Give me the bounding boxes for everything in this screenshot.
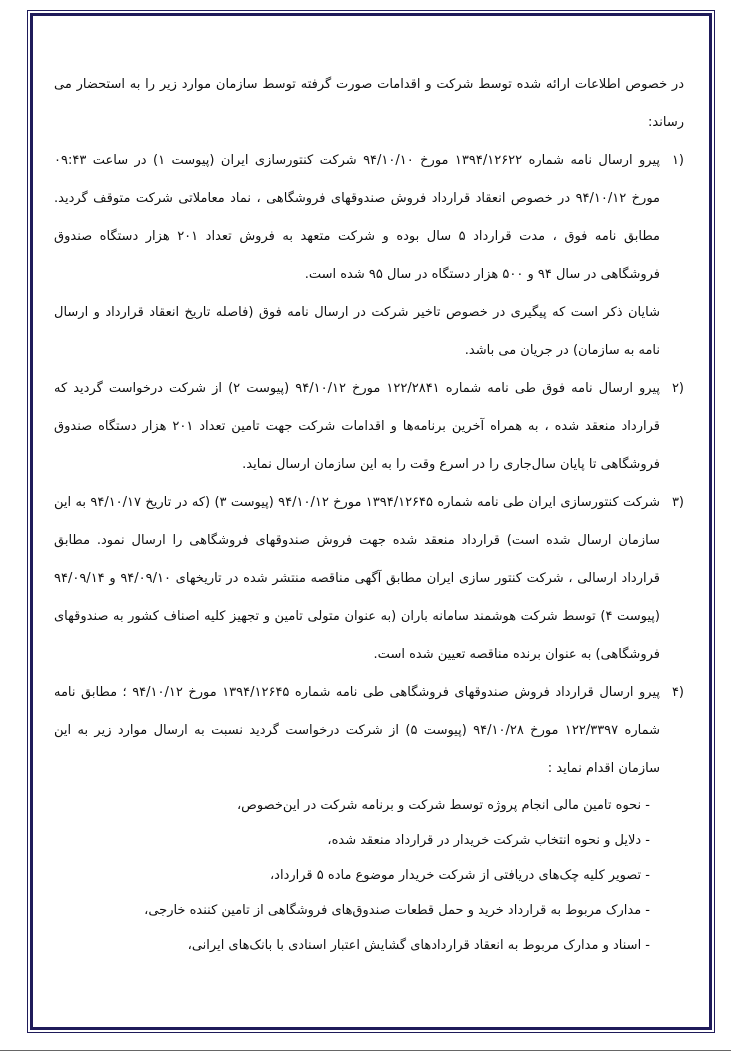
bullet-item: - اسناد و مدارک مربوط به انعقاد قراردادهای گشایش اعتبار اسنادی با بانک‌های ایرانی، [187, 938, 650, 953]
bottom-divider [0, 1050, 731, 1051]
item-number: (۱ [671, 153, 684, 168]
list-item-2 [54, 370, 684, 484]
list-item-1 [54, 142, 684, 370]
item-number: (۳ [671, 495, 684, 510]
bullet-item: - دلایل و نحوه انتخاب شرکت خریدار در قرارداد منعقد شده، [327, 833, 650, 848]
bullet-item: - مدارک مربوط به قرارداد خرید و حمل قطعات صندوق‌های فروشگاهی از تامین کننده خارجی، [144, 903, 650, 918]
item-text: پیرو ارسال نامه شماره ۱۳۹۴/۱۲۶۲۲ مورخ ۹۴/۱۰/۱۰ شرکت کنتورسازی ایران (پیوست ۱) در ساعت ۰۹:۴۳ مورخ ۹۴/۱۰/۱۲ در خصوص انعقاد قرارداد فروش صندوقهای فروشگاهی ، نماد معاملاتی شرکت متوقف گردید. مطابق نامه فوق ، مدت قرارداد ۵ سال بوده و شرکت متعهد به فروش تعداد ۲۰۱ هزار دستگاه صندوق فروشگاهی در سال ۹۴ و ۵۰۰ هزار دستگاه در سال ۹۵ شده است. [54, 153, 661, 282]
bullet-item: - تصویر کلیه چک‌های دریافتی از شرکت خریدار موضوع ماده ۵ قرارداد، [269, 868, 650, 883]
intro-paragraph: در خصوص اطلاعات ارائه شده توسط شرکت و اقدامات صورت گرفته توسط سازمان موارد زیر را به استحضار می رساند: [54, 77, 684, 130]
item-text: پیرو ارسال قرارداد فروش صندوقهای فروشگاهی طی نامه شماره ۱۳۹۴/۱۲۶۴۵ مورخ ۹۴/۱۰/۱۲ ؛ مطابق نامه شماره ۱۲۲/۳۳۹۷ مورخ ۹۴/۱۰/۲۸ (پیوست ۵) از شرکت درخواست گردید نسبت به ارسال موارد زیر به این سازمان اقدام نماید : [54, 685, 660, 776]
item-text: پیرو ارسال نامه فوق طی نامه شماره ۱۲۲/۲۸۴۱ مورخ ۹۴/۱۰/۱۲ (پیوست ۲) از شرکت درخواست گردید که قرارداد منعقد شده ، به همراه آخرین برنامه‌ها و اقدامات شرکت جهت تامین تعداد ۲۰۱ هزار دستگاه صندوق فروشگاهی تا پایان سال‌جاری را در اسرع وقت را به این سازمان ارسال نماید. [54, 381, 660, 472]
list-item-4 [54, 674, 684, 963]
bullet-item: - نحوه تامین مالی انجام پروژه توسط شرکت و برنامه شرکت در این‌خصوص، [236, 798, 650, 813]
request-list [54, 788, 660, 963]
item-number: (۲ [671, 381, 684, 396]
item-number: (۴ [671, 685, 684, 700]
document-body [54, 66, 684, 963]
item-text: شرکت کنتورسازی ایران طی نامه شماره ۱۳۹۴/۱۲۶۴۵ مورخ ۹۴/۱۰/۱۲ (پیوست ۳) (که در تاریخ ۹۴/۱۰/۱۷ به این سازمان ارسال شده است) قرارداد منعقد شده جهت فروش صندوقهای فروشگاهی را ارسال نمود. مطابق قرارداد ارسالی ، شرکت کنتور سازی ایران مطابق آگهی مناقصه منتشر شده در تاریخهای ۹۴/۰۹/۱۰ و ۹۴/۰۹/۱۴ (پیوست ۴) توسط شرکت هوشمند سامانه باران (به عنوان متولی تامین و تجهیز کلیه اصناف کشور به صندوقهای فروشگاهی) به عنوان برنده مناقصه تعیین شده است. [54, 495, 660, 662]
item-note: شایان ذکر است که پیگیری در خصوص تاخیر شرکت در ارسال نامه فوق (فاصله تاریخ انعقاد قرارداد و ارسال نامه به سازمان) در جریان می باشد. [54, 305, 660, 358]
list-item-3 [54, 484, 684, 674]
